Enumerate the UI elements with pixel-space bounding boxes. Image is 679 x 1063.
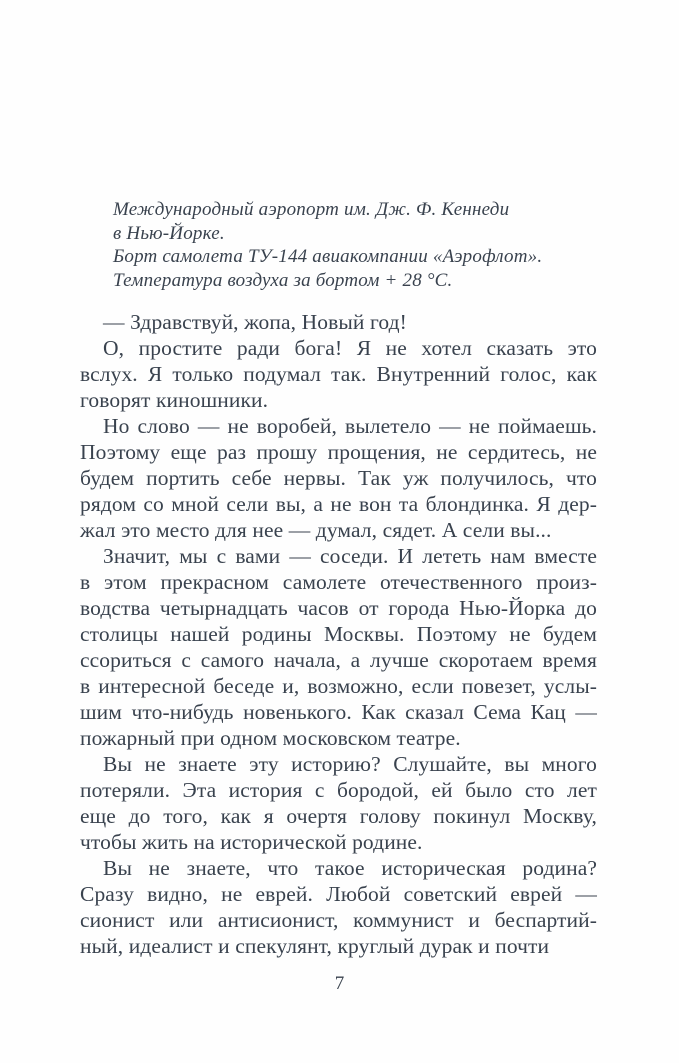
text-line: вслух. Я только подумал так. Внутренний голос, как — [80, 362, 597, 386]
epigraph — [113, 198, 597, 292]
epigraph-line: в Нью-Йорке. — [113, 222, 225, 244]
text-line: ный, идеалист и спекулянт, круглый дурак и почти — [80, 934, 550, 958]
text-line: еще до того, как я очертя голову покинул Москву, — [80, 804, 597, 828]
text-line: Сразу видно, не еврей. Любой советский еврей — — [80, 882, 597, 906]
text-line: говорят киношники. — [80, 388, 269, 412]
text-line: столицы нашей родины Москвы. Поэтому не будем — [80, 622, 597, 646]
text-line: Значит, мы с вами — соседи. И лететь нам вместе — [103, 544, 597, 568]
body-text — [80, 309, 597, 959]
text-line: чтобы жить на исторической родине. — [80, 830, 423, 854]
text-line: ссориться с самого начала, а лучше скоротаем время — [80, 648, 597, 672]
text-line: водства четырнадцать часов от города Нью-Йорка до — [80, 596, 597, 620]
paragraph — [80, 543, 597, 751]
paragraph — [80, 413, 597, 543]
text-line: Поэтому еще раз прошу прощения, не сердитесь, не — [80, 440, 597, 464]
text-line: — Здравствуй, жопа, Новый год! — [103, 310, 407, 334]
paragraph — [80, 751, 597, 855]
paragraph — [80, 309, 597, 335]
paragraph — [80, 855, 597, 959]
epigraph-line: Борт самолета ТУ-144 авиакомпании «Аэрофлот». — [113, 246, 543, 267]
text-line: О, простите ради бога! Я не хотел сказать это — [103, 336, 597, 360]
text-line: Но слово — не воробей, вылетело — не поймаешь. — [103, 414, 597, 438]
text-line: сионист или антисионист, коммунист и беспартий- — [80, 908, 597, 932]
text-line: жал это место для нее — думал, сядет. А сели вы... — [80, 518, 552, 542]
text-line: будем портить себе нервы. Так уж получилось, что — [80, 466, 597, 490]
text-line: шим что-нибудь новенького. Как сказал Сема Кац — — [80, 700, 597, 724]
text-line: потеряли. Эта история с бородой, ей было сто лет — [80, 778, 597, 802]
page-content — [80, 0, 597, 959]
epigraph-line: Международный аэропорт им. Дж. Ф. Кеннеди — [113, 199, 510, 220]
page-number: 7 — [334, 973, 345, 994]
text-line: Вы не знаете эту историю? Слушайте, вы много — [103, 752, 597, 776]
text-line: рядом со мной сели вы, а не вон та блондинка. Я дер- — [80, 492, 597, 516]
text-line: в интересной беседе и, возможно, если повезет, услы- — [80, 674, 597, 698]
text-line: в этом прекрасном самолете отечественного произ- — [80, 570, 597, 594]
text-line: пожарный при одном московском театре. — [80, 726, 461, 750]
paragraph — [80, 335, 597, 413]
epigraph-line: Температура воздуха за бортом + 28 °С. — [113, 269, 453, 291]
text-line: Вы не знаете, что такое историческая родина? — [103, 856, 597, 880]
